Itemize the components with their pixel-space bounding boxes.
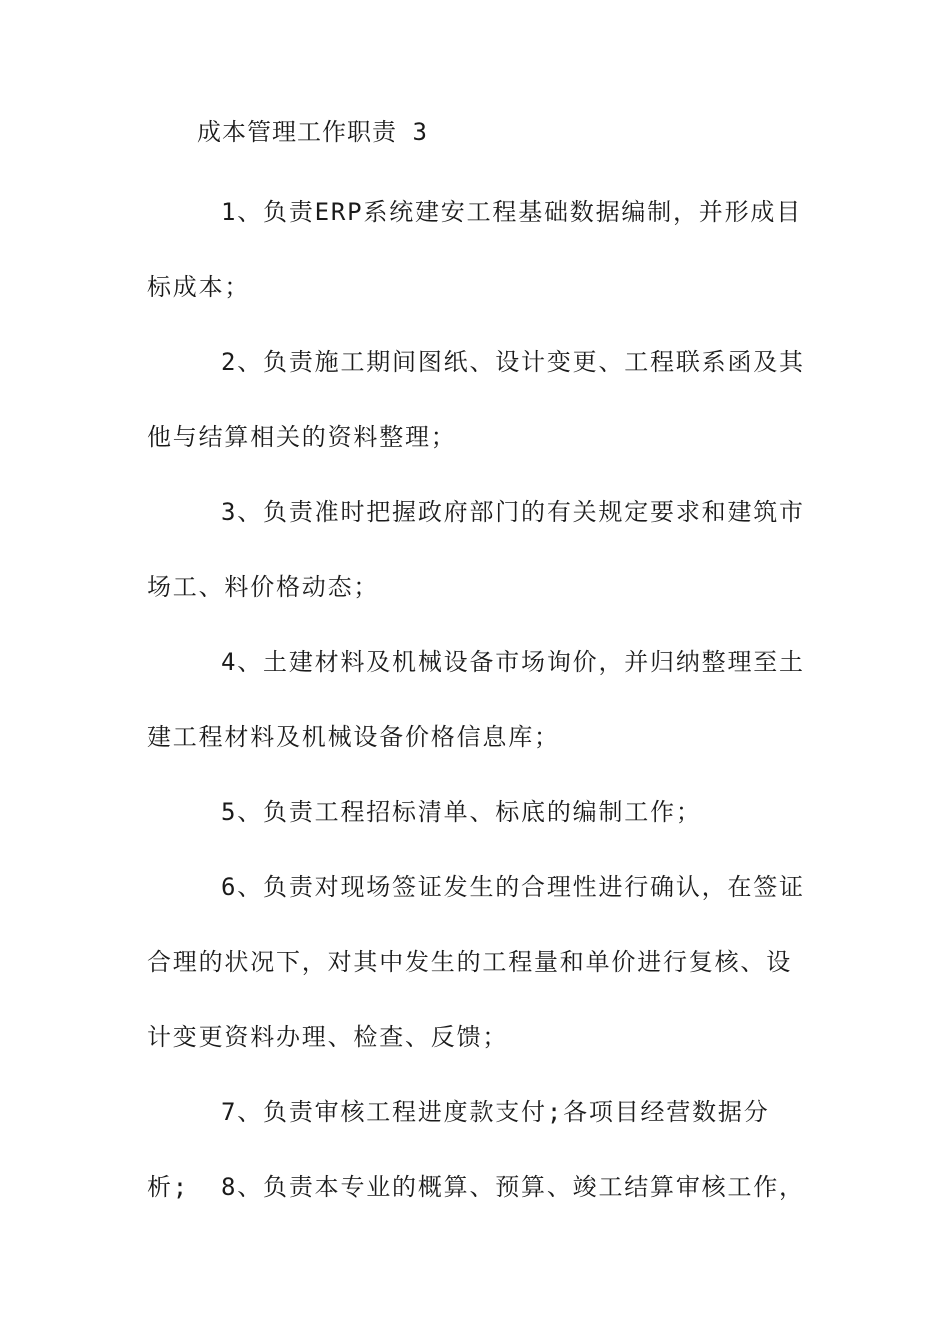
- duty-paragraph-2: 2、负责施工期间图纸、设计变更、工程联系函及其他与结算相关的资料整理；: [147, 348, 805, 451]
- document-title: 成本管理工作职责 3: [197, 118, 428, 146]
- duty-paragraph-5: 5、负责工程招标清单、标底的编制工作；: [221, 798, 702, 826]
- duty-paragraph-7: 7、负责审核工程进度款支付;各项目经营数据分析;: [147, 1098, 770, 1201]
- duty-paragraph-6: 6、负责对现场签证发生的合理性进行确认，在签证合理的状况下，对其中发生的工程量和单价进行复核、设计变更资料办理、检查、反馈；: [147, 873, 805, 1051]
- duty-paragraph-8: 8、负责本专业的概算、预算、竣工结算审核工作，: [221, 1173, 805, 1201]
- duty-paragraph-3: 3、负责准时把握政府部门的有关规定要求和建筑市场工、料价格动态；: [147, 498, 805, 601]
- duty-paragraph-4: 4、土建材料及机械设备市场询价，并归纳整理至土建工程材料及机械设备价格信息库；: [147, 648, 805, 751]
- duty-paragraph-1: 1、负责ERP系统建安工程基础数据编制，并形成目标成本；: [147, 198, 802, 301]
